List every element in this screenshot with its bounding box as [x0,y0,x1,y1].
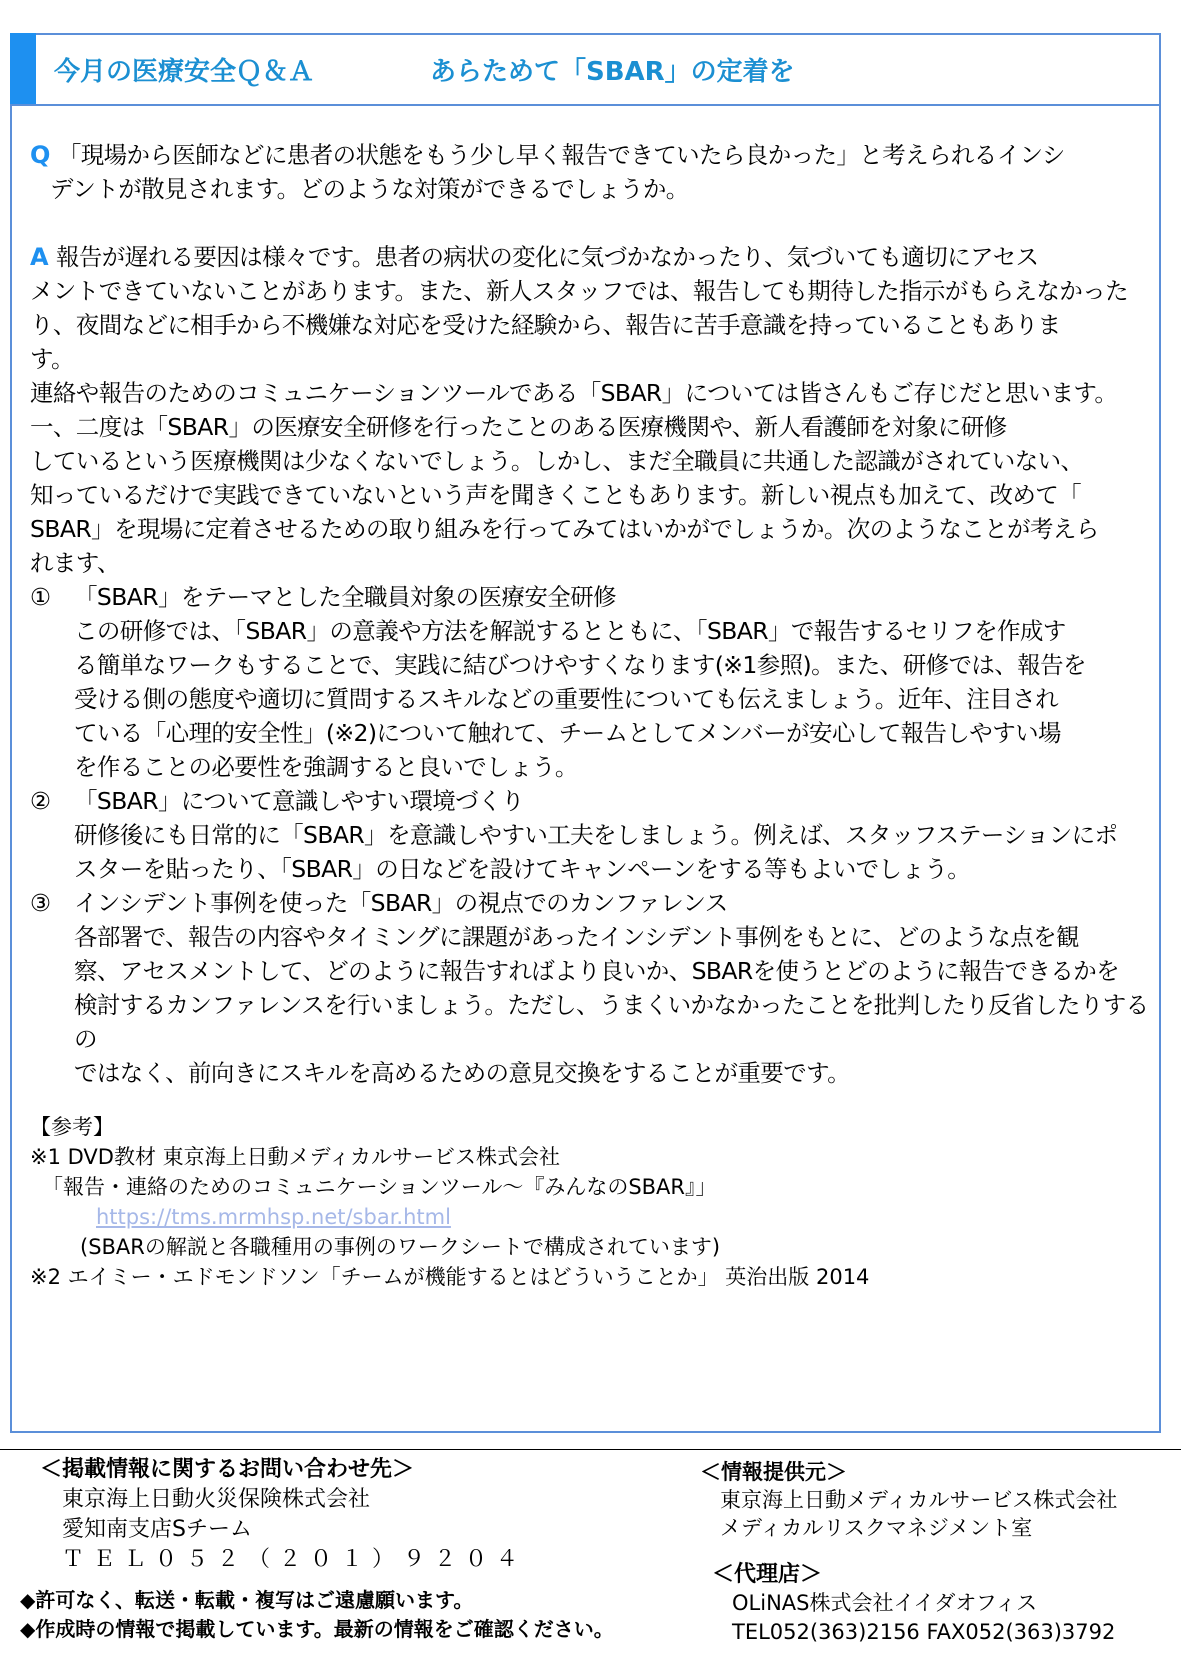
footer-divider [0,1449,1181,1450]
header-title: 今月の医療安全Ｑ＆Ａ [54,57,315,87]
item-line: スターを貼ったり、「SBAR」の日などを設けてキャンペーンをする等もよいでしょう。 [74,855,971,883]
answer-line: 一、二度は「SBAR」の医療安全研修を行ったことのある医療機関や、新人看護師を対象に研修 [30,413,1007,441]
item-number: ① [30,583,51,611]
item-title: インシデント事例を使った「SBAR」の視点でのカンファレンス [74,889,728,917]
notice-line: ◆作成時の情報で掲載しています。最新の情報をご確認ください。 [20,1617,614,1641]
provider-company: 東京海上日動メディカルサービス株式会社 [720,1488,1118,1512]
item-number: ② [30,787,51,815]
answer-line: メントできていないことがあります。また、新人スタッフでは、報告しても期待した指示がもらえなかった [30,277,1129,305]
item-title: 「SBAR」について意識しやすい環境づくり [74,787,524,815]
answer-line: SBAR」を現場に定着させるための取り組みを行ってみてはいかがでしょうか。次のようなことが考えら [30,515,1099,543]
reference-2: ※2 エイミー・エドモンドソン「チームが機能するとはどういうことか」 英治出版 2014 [30,1265,870,1289]
reference-1: ※1 DVD教材 東京海上日動メディカルサービス株式会社 [30,1145,560,1169]
item-line: 検討するカンファレンスを行いましょう。ただし、うまくいかなかったことを批判したり反省したりするの [74,991,1149,1053]
provider-heading: ＜情報提供元＞ [700,1460,847,1484]
item-number: ③ [30,889,51,917]
item-line: 察、アセスメントして、どのように報告すればより良いか、SBARを使うとどのように報告できるかを [74,957,1120,985]
notice-line: ◆許可なく、転送・転載・複写はご遠慮願います。 [20,1588,474,1612]
item-line: 受ける側の態度や適切に質問するスキルなどの重要性についても伝えましょう。近年、注目され [74,685,1058,713]
agency-name: OLiNAS株式会社イイダオフィス [732,1591,1038,1615]
item-line: を作ることの必要性を強調すると良いでしょう。 [74,753,578,781]
answer-line: り、夜間などに相手から不機嫌な対応を受けた経験から、報告に苦手意識を持っていることもありま [30,311,1061,339]
answer-line: 連絡や報告のためのコミュニケーションツールである「SBAR」については皆さんもご存じだと思います。 [30,379,1118,407]
item-line: この研修では、「SBAR」の意義や方法を解説するとともに、「SBAR」で報告するセリフを作成す [74,617,1066,645]
reference-1-note: (SBARの解説と各職種用の事例のワークシートで構成されています) [80,1235,721,1259]
reference-1-title: 「報告・連絡のためのコミュニケーションツール～『みんなのSBAR』」 [42,1175,717,1199]
answer-mark: A [30,243,48,271]
contact-company: 東京海上日動火災保険株式会社 [62,1487,371,1512]
list-item [30,784,1150,886]
header-subtitle: あらためて「SBAR」の定着を [430,57,795,87]
item-line: 各部署で、報告の内容やタイミングに課題があったインシデント事例をもとに、どのような点を観 [74,923,1079,951]
answer-line: 知っているだけで実践できていないという声を聞きくこともあります。新しい視点も加えて、改めて「 [30,481,1082,509]
references-heading: 【参考】 [30,1115,114,1139]
references [30,1112,1130,1292]
question-mark: Q [30,141,50,169]
item-line: る簡単なワークもすることで、実践に結びつけやすくなります(※1参照)。また、研修では、報告を [74,651,1086,679]
answer-line: す。 [30,345,74,373]
agency-block [712,1560,1115,1647]
contact-heading: ＜掲載情報に関するお問い合わせ先＞ [40,1457,415,1482]
answer-line: 報告が遅れる要因は様々です。患者の病状の変化に気づかなかったり、気づいても適切にアセス [55,243,1039,271]
list-item [30,580,1150,784]
question-line: 「現場から医師などに患者の状態をもう少し早く報告できていたら良かった」と考えられるインシ [57,141,1065,169]
contact-tel: ＴＥＬ０５２（２０１）９２０４ [62,1547,528,1572]
header-accent-bar [10,33,36,104]
article-header [10,33,1161,106]
list-item [30,886,1150,1090]
contact-branch: 愛知南支店Sチーム [62,1517,252,1542]
answer-block [30,240,1150,1090]
agency-heading: ＜代理店＞ [712,1562,823,1587]
question-line: デントが散見されます。どのような対策ができるでしょうか。 [50,175,689,203]
provider-block [700,1458,1117,1542]
reference-1-link[interactable]: https://tms.mrmhsp.net/sbar.html [96,1205,451,1229]
answer-line: しているという医療機関は少なくないでしょう。しかし、まだ全職員に共通した認識がされていない、 [30,447,1084,475]
answer-line: れます、 [30,549,120,577]
agency-tel: TEL052(363)2156 FAX052(363)3792 [732,1620,1116,1644]
question-block [30,138,1150,206]
item-line: ている「心理的安全性」(※2)について触れて、チームとしてメンバーが安心して報告しやすい場 [74,719,1061,747]
provider-dept: メディカルリスクマネジメント室 [720,1516,1033,1540]
item-line: ではなく、前向きにスキルを高めるための意見交換をすることが重要です。 [74,1059,851,1087]
notice-block [20,1586,614,1644]
item-line: 研修後にも日常的に「SBAR」を意識しやすい工夫をしましょう。例えば、スタッフステーションにポ [74,821,1118,849]
contact-block [40,1455,527,1575]
item-title: 「SBAR」をテーマとした全職員対象の医療安全研修 [74,583,616,611]
article-body [30,138,1150,1090]
